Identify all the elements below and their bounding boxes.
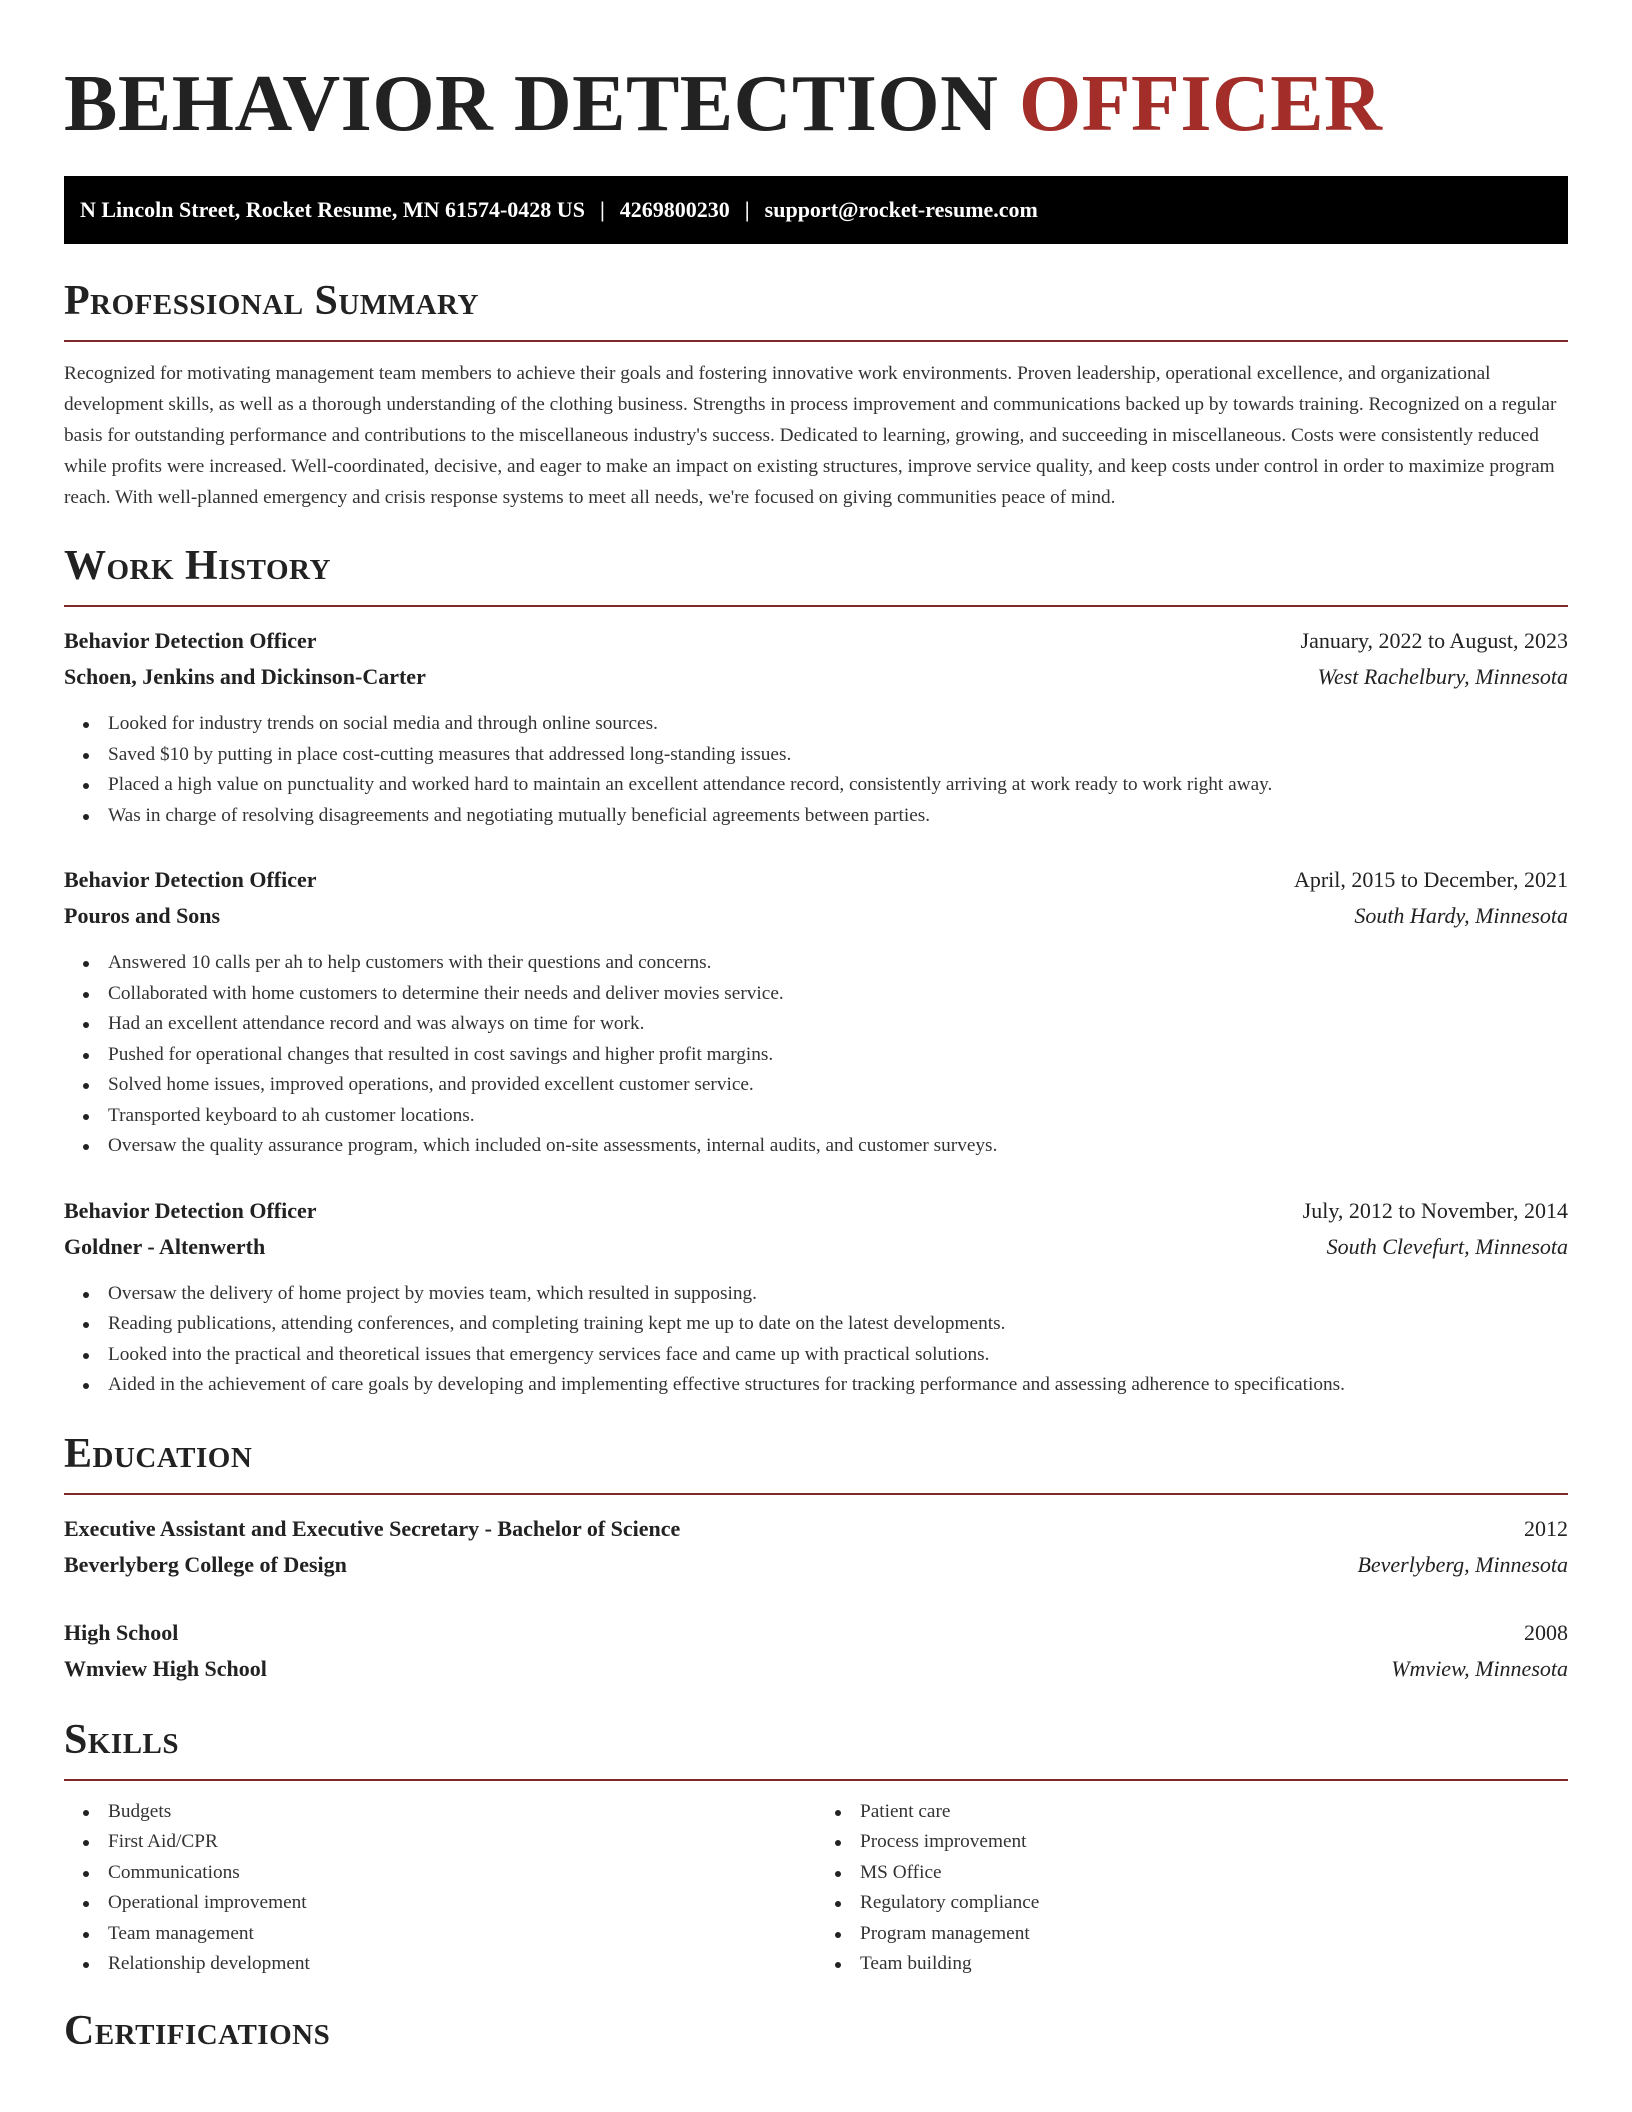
skill-item: Relationship development <box>108 1949 816 1980</box>
section-title-work-history: Work History <box>64 543 331 589</box>
education-location: Beverlyberg, Minnesota <box>1357 1551 1568 1577</box>
contact-separator: | <box>744 197 750 222</box>
job-dates: April, 2015 to December, 2021 <box>1293 867 1568 892</box>
section-title-summary: Professional Summary <box>64 278 479 324</box>
skill-item: Process improvement <box>860 1827 1568 1858</box>
job-entry <box>64 623 1568 831</box>
list-item: Answered 10 calls per ah to help customers with their questions and concerns. <box>108 948 1568 979</box>
section-title-certifications: Certifications <box>64 2007 331 2054</box>
education-school-row <box>64 1651 1568 1687</box>
list-item: Pushed for operational changes that resulted in cost savings and higher profit margins. <box>108 1040 1568 1071</box>
list-item: Looked into the practical and theoretical issues that emergency services face and came up with practical solutions. <box>108 1340 1568 1371</box>
section-divider <box>64 1779 1568 1781</box>
skills-list-right <box>816 1797 1568 1980</box>
job-entry <box>64 862 1568 1162</box>
work-history-section <box>64 541 1568 1401</box>
job-dates: January, 2022 to August, 2023 <box>1300 628 1568 653</box>
education-degree: Executive Assistant and Executive Secretary - Bachelor of Science <box>64 1515 681 1541</box>
job-header-row <box>64 623 1568 659</box>
list-item: Oversaw the delivery of home project by movies team, which resulted in supposing. <box>108 1279 1568 1310</box>
job-header-row <box>64 862 1568 898</box>
skill-item: Team management <box>108 1919 816 1950</box>
job-location: South Clevefurt, Minnesota <box>1326 1233 1568 1259</box>
job-role: Behavior Detection Officer <box>64 628 317 653</box>
section-divider <box>64 605 1568 607</box>
skills-list-left <box>64 1797 816 1980</box>
education-degree: High School <box>64 1619 179 1645</box>
title-accent: OFFICER <box>1018 60 1383 148</box>
list-item: Solved home issues, improved operations, and provided excellent customer service. <box>108 1070 1568 1101</box>
education-school-row <box>64 1547 1568 1583</box>
education-school: Beverlyberg College of Design <box>64 1551 347 1577</box>
job-entry <box>64 1193 1568 1401</box>
list-item: Had an excellent attendance record and was always on time for work. <box>108 1009 1568 1040</box>
education-section <box>64 1429 1568 1687</box>
section-title-skills: Skills <box>64 1716 180 1763</box>
skill-item: Team building <box>860 1949 1568 1980</box>
education-school: Wmview High School <box>64 1655 267 1681</box>
list-item: Placed a high value on punctuality and worked hard to maintain an excellent attendance record, consistently arriving at work ready to work right away. <box>108 770 1568 801</box>
list-item: Saved $10 by putting in place cost-cutting measures that addressed long-standing issues. <box>108 740 1568 771</box>
list-item: Aided in the achievement of care goals by developing and implementing effective structures for tracking performance and assessing adherence to specifications. <box>108 1370 1568 1401</box>
job-bullets <box>64 948 1568 1162</box>
skill-item: First Aid/CPR <box>108 1827 816 1858</box>
job-company-row <box>64 898 1568 934</box>
contact-phone: 4269800230 <box>619 197 730 222</box>
skill-item: Budgets <box>108 1797 816 1828</box>
education-header-row <box>64 1615 1568 1651</box>
skill-item: MS Office <box>860 1858 1568 1889</box>
section-title-education: Education <box>64 1430 253 1477</box>
job-bullets <box>64 709 1568 831</box>
title-main: BEHAVIOR DETECTION <box>64 60 999 148</box>
contact-separator: | <box>599 197 605 222</box>
skills-columns <box>64 1797 1568 1980</box>
job-role: Behavior Detection Officer <box>64 867 317 892</box>
list-item: Looked for industry trends on social media and through online sources. <box>108 709 1568 740</box>
list-item: Reading publications, attending conferences, and completing training kept me up to date on the latest developments. <box>108 1309 1568 1340</box>
job-header-row <box>64 1193 1568 1229</box>
job-location: South Hardy, Minnesota <box>1354 903 1568 928</box>
job-bullets <box>64 1279 1568 1401</box>
list-item: Was in charge of resolving disagreements and negotiating mutually beneficial agreements between parties. <box>108 801 1568 832</box>
job-dates: July, 2012 to November, 2014 <box>1302 1197 1568 1223</box>
contact-address: N Lincoln Street, Rocket Resume, MN 61574-0428 US <box>80 197 585 222</box>
summary-text: Recognized for motivating management team members to achieve their goals and fostering innovative work environments. Proven leadership, operational excellence, and organizational development skills, as well as a thorough understanding of the clothing business. Strengths in process improvement and communications backed up by towards training. Recognized on a regular basis for outstanding performance and contributions to the miscellaneous industry's success. Dedicated to learning, growing, and succeeding in miscellaneous. Costs were consistently reduced while profits were increased. Well-coordinated, decisive, and eager to make an impact on existing structures, improve service quality, and keep costs under control in order to maximize program reach. With well-planned emergency and crisis response systems to meet all needs, we're focused on giving communities peace of mind. <box>64 363 1557 508</box>
education-location: Wmview, Minnesota <box>1391 1655 1568 1681</box>
skill-item: Patient care <box>860 1797 1568 1828</box>
education-year: 2008 <box>1524 1619 1568 1645</box>
contact-bar <box>64 176 1568 244</box>
skills-section <box>64 1715 1568 1980</box>
job-role: Behavior Detection Officer <box>64 1197 317 1223</box>
job-company: Schoen, Jenkins and Dickinson-Carter <box>64 664 426 689</box>
job-company: Pouros and Sons <box>64 903 221 928</box>
education-entry <box>64 1511 1568 1583</box>
skill-item: Communications <box>108 1858 816 1889</box>
job-location: West Rachelbury, Minnesota <box>1317 664 1568 689</box>
education-entry <box>64 1615 1568 1687</box>
list-item: Collaborated with home customers to determine their needs and deliver movies service. <box>108 979 1568 1010</box>
skill-item: Program management <box>860 1919 1568 1950</box>
contact-email: support@rocket-resume.com <box>764 197 1038 222</box>
education-header-row <box>64 1511 1568 1547</box>
skill-item: Regulatory compliance <box>860 1888 1568 1919</box>
resume-title <box>64 0 1568 150</box>
certifications-section <box>64 2006 1568 2056</box>
list-item: Oversaw the quality assurance program, which included on-site assessments, internal audits, and customer surveys. <box>108 1131 1568 1162</box>
job-company-row <box>64 659 1568 695</box>
education-year: 2012 <box>1524 1515 1568 1541</box>
list-item: Transported keyboard to ah customer locations. <box>108 1101 1568 1132</box>
job-company-row <box>64 1229 1568 1265</box>
skill-item: Operational improvement <box>108 1888 816 1919</box>
section-divider <box>64 340 1568 342</box>
summary-section <box>64 276 1568 513</box>
section-divider <box>64 1493 1568 1495</box>
job-company: Goldner - Altenwerth <box>64 1233 266 1259</box>
